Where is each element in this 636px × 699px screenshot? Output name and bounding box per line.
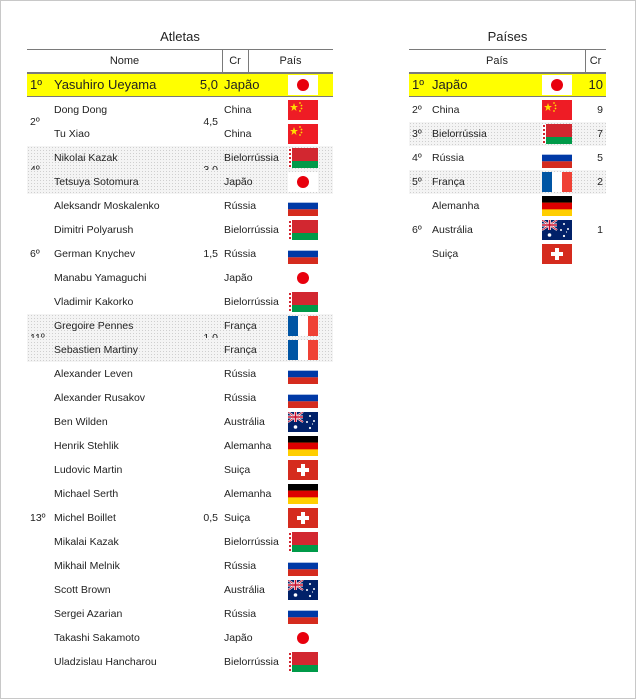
country-rank: 5º — [412, 176, 422, 188]
country-rank: 1º — [412, 77, 424, 92]
athlete-row — [27, 602, 333, 626]
athlete-cr — [195, 578, 218, 602]
athlete-name: Manabu Yamaguchi — [54, 272, 147, 284]
athlete-country: Bielorrússia — [224, 296, 279, 308]
athlete-cr: 5,0 — [199, 77, 218, 92]
athlete-row — [27, 410, 333, 434]
athlete-rank — [30, 410, 52, 434]
country-cr: 1 — [597, 224, 603, 236]
country-row — [409, 218, 606, 242]
athlete-rank: 1º — [30, 77, 42, 92]
athlete-cr — [195, 410, 218, 434]
athlete-rank — [30, 482, 52, 506]
country-name: Rússia — [432, 152, 465, 164]
country-rank: 4º — [412, 152, 422, 164]
athlete-name: Nikolai Kazak — [54, 152, 118, 164]
athlete-country: China — [224, 128, 252, 140]
athlete-rank — [30, 602, 52, 626]
belarus-flag-icon — [288, 532, 318, 552]
athletes-header-country: País — [279, 55, 302, 67]
athlete-rank: 2º — [30, 116, 40, 128]
athlete-country: Rússia — [224, 200, 257, 212]
athlete-cr — [195, 386, 218, 410]
country-cr: 7 — [597, 128, 603, 140]
athlete-cr — [195, 122, 218, 146]
australia-flag-icon — [288, 412, 318, 432]
belarus-flag-icon — [288, 148, 318, 168]
athlete-country: Suiça — [224, 512, 251, 524]
athlete-row — [27, 338, 333, 362]
athlete-cr — [195, 554, 218, 578]
australia-flag-icon — [288, 580, 318, 600]
belarus-flag-icon — [288, 220, 318, 240]
athlete-country: Bielorrússia — [224, 224, 279, 236]
athlete-row — [27, 170, 333, 194]
belarus-flag-icon — [288, 652, 318, 672]
athlete-country: França — [224, 344, 257, 356]
china-flag-icon — [542, 100, 572, 120]
athlete-cr — [195, 650, 218, 674]
athlete-cr — [195, 626, 218, 650]
countries-header-cr: Cr — [589, 55, 602, 67]
athlete-row — [27, 506, 333, 530]
athlete-name: Tu Xiao — [54, 128, 90, 140]
athlete-cr — [195, 338, 218, 362]
athlete-row — [27, 266, 333, 290]
athlete-cr: 4,5 — [203, 116, 218, 128]
athlete-country: Rússia — [224, 560, 257, 572]
athlete-rank — [30, 290, 52, 314]
country-row — [409, 146, 606, 170]
country-name: Alemanha — [432, 200, 480, 212]
russia-flag-icon — [288, 604, 318, 624]
country-name: Austrália — [432, 224, 473, 236]
athlete-cr — [195, 530, 218, 554]
athlete-row — [27, 242, 333, 266]
athlete-name: Michel Boillet — [54, 512, 116, 524]
athlete-country: França — [224, 320, 257, 332]
athlete-country: Bielorrússia — [224, 152, 279, 164]
country-row — [409, 242, 606, 266]
country-cr: 5 — [597, 152, 603, 164]
switzerland-flag-icon — [288, 508, 318, 528]
athlete-row — [27, 73, 333, 97]
athlete-rank — [30, 218, 52, 242]
country-row — [409, 122, 606, 146]
athlete-row — [27, 362, 333, 386]
athlete-row — [27, 626, 333, 650]
belarus-flag-icon — [542, 124, 572, 144]
athlete-row — [27, 578, 333, 602]
athlete-cr — [195, 602, 218, 626]
athlete-row — [27, 458, 333, 482]
germany-flag-icon — [542, 196, 572, 216]
athlete-name: Gregoire Pennes — [54, 320, 134, 332]
athlete-row — [27, 146, 333, 170]
country-row — [409, 73, 606, 97]
athlete-country: Rússia — [224, 368, 257, 380]
athlete-country: Alemanha — [224, 440, 272, 452]
athlete-cr — [195, 434, 218, 458]
athlete-row — [27, 218, 333, 242]
athlete-name: Alexander Leven — [54, 368, 133, 380]
athlete-country: Rússia — [224, 608, 257, 620]
athlete-rank — [30, 578, 52, 602]
athlete-cr: 1,5 — [203, 248, 218, 260]
france-flag-icon — [288, 316, 318, 336]
athlete-name: Aleksandr Moskalenko — [54, 200, 160, 212]
country-cr — [587, 242, 603, 266]
country-row — [409, 170, 606, 194]
japan-flag-icon — [288, 172, 318, 192]
athlete-country: Japão — [224, 77, 260, 92]
athlete-row — [27, 530, 333, 554]
athlete-name: Dimitri Polyarush — [54, 224, 134, 236]
country-name: Suiça — [432, 248, 459, 260]
athlete-rank — [30, 362, 52, 386]
athlete-name: Sergei Azarian — [54, 608, 123, 620]
china-flag-icon — [288, 100, 318, 120]
athletes-header-name: Nome — [109, 55, 140, 67]
athlete-country: Austrália — [224, 416, 265, 428]
france-flag-icon — [542, 172, 572, 192]
athletes-header — [27, 49, 333, 73]
athlete-rank: 13º — [30, 512, 46, 524]
athlete-cr — [195, 194, 218, 218]
athlete-country: Bielorrússia — [224, 536, 279, 548]
athlete-rank — [30, 554, 52, 578]
japan-flag-icon — [288, 268, 318, 288]
athlete-name: Mikalai Kazak — [54, 536, 119, 548]
france-flag-icon — [288, 340, 318, 360]
athlete-rank: 6º — [30, 248, 40, 260]
athlete-cr — [195, 170, 218, 194]
athlete-row — [27, 434, 333, 458]
countries-title: Países — [487, 29, 528, 44]
china-flag-icon — [288, 124, 318, 144]
australia-flag-icon — [542, 220, 572, 240]
athlete-row — [27, 290, 333, 314]
athlete-name: Yasuhiro Ueyama — [54, 77, 157, 92]
japan-flag-icon — [288, 75, 318, 95]
athlete-cr — [195, 482, 218, 506]
countries-header — [409, 49, 606, 73]
athlete-name: Takashi Sakamoto — [54, 632, 140, 644]
country-row — [409, 194, 606, 218]
country-name: Bielorrússia — [432, 128, 487, 140]
athlete-rank — [30, 170, 52, 194]
athlete-rank — [30, 122, 52, 146]
switzerland-flag-icon — [288, 460, 318, 480]
country-rank: 2º — [412, 104, 422, 116]
belarus-flag-icon — [288, 292, 318, 312]
athlete-country: Rússia — [224, 248, 257, 260]
country-rank — [412, 242, 432, 266]
athlete-rank — [30, 434, 52, 458]
russia-flag-icon — [288, 244, 318, 264]
athlete-rank — [30, 458, 52, 482]
country-rank: 6º — [412, 224, 422, 236]
athlete-row — [27, 650, 333, 674]
russia-flag-icon — [542, 148, 572, 168]
athlete-country: Austrália — [224, 584, 265, 596]
germany-flag-icon — [288, 484, 318, 504]
germany-flag-icon — [288, 436, 318, 456]
athlete-cr — [195, 458, 218, 482]
athlete-name: Sebastien Martiny — [54, 344, 139, 356]
athlete-country: Bielorrússia — [224, 656, 279, 668]
athlete-name: Vladimir Kakorko — [54, 296, 134, 308]
athlete-name: Uladzislau Hancharou — [54, 656, 157, 668]
athlete-row — [27, 386, 333, 410]
country-row — [409, 98, 606, 122]
country-name: Japão — [432, 77, 468, 92]
athlete-country: Japão — [224, 272, 253, 284]
athlete-rank — [30, 650, 52, 674]
athlete-country: Suiça — [224, 464, 251, 476]
athlete-name: Michael Serth — [54, 488, 119, 500]
athlete-name: Tetsuya Sotomura — [54, 176, 139, 188]
athlete-row — [27, 122, 333, 146]
country-name: China — [432, 104, 460, 116]
athlete-rank — [30, 386, 52, 410]
countries-header-country: País — [485, 55, 508, 67]
athlete-cr — [195, 266, 218, 290]
athletes-title: Atletas — [160, 29, 200, 44]
athlete-row — [27, 194, 333, 218]
athlete-row — [27, 554, 333, 578]
country-rank: 3º — [412, 128, 422, 140]
athlete-row — [27, 98, 333, 128]
athlete-country: Japão — [224, 176, 253, 188]
japan-flag-icon — [288, 628, 318, 648]
athlete-rank — [30, 194, 52, 218]
athlete-country: Japão — [224, 632, 253, 644]
athlete-cr: 0,5 — [203, 512, 218, 524]
athlete-row — [27, 482, 333, 506]
athlete-country: Alemanha — [224, 488, 272, 500]
athlete-rank — [30, 266, 52, 290]
russia-flag-icon — [288, 556, 318, 576]
country-name: França — [432, 176, 465, 188]
athlete-name: Ben Wilden — [54, 416, 108, 428]
country-cr: 2 — [597, 176, 603, 188]
athlete-name: Henrik Stehlik — [54, 440, 119, 452]
japan-flag-icon — [542, 75, 572, 95]
athlete-name: Alexander Rusakov — [54, 392, 146, 404]
athlete-name: Ludovic Martin — [54, 464, 123, 476]
athlete-cr — [195, 362, 218, 386]
russia-flag-icon — [288, 388, 318, 408]
country-cr — [587, 194, 603, 218]
athlete-name: German Knychev — [54, 248, 136, 260]
russia-flag-icon — [288, 364, 318, 384]
athlete-rank — [30, 626, 52, 650]
athlete-name: Scott Brown — [54, 584, 111, 596]
athlete-name: Dong Dong — [54, 104, 108, 116]
switzerland-flag-icon — [542, 244, 572, 264]
athlete-rank — [30, 338, 52, 362]
country-rank — [412, 194, 432, 218]
athlete-country: Rússia — [224, 392, 257, 404]
athletes-header-cr: Cr — [229, 55, 241, 67]
country-cr: 10 — [588, 77, 603, 92]
russia-flag-icon — [288, 196, 318, 216]
athlete-row — [27, 314, 333, 338]
athlete-cr — [195, 290, 218, 314]
athlete-rank — [30, 530, 52, 554]
athlete-name: Mikhail Melnik — [54, 560, 120, 572]
athlete-cr — [195, 218, 218, 242]
athlete-country: China — [224, 104, 252, 116]
country-cr: 9 — [597, 104, 603, 116]
